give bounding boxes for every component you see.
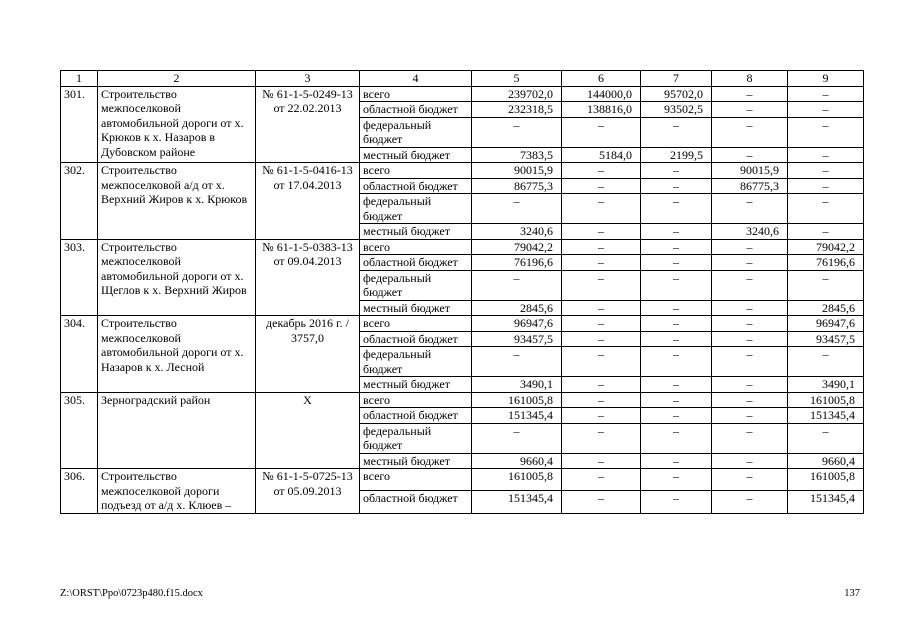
footer-file-path: Z:\ORST\Ppo\0723p480.f15.docx — [60, 588, 203, 599]
amount-cell: – — [562, 331, 641, 347]
amount-cell: – — [712, 194, 788, 224]
amount-cell: 79042,2 — [472, 239, 562, 255]
amount-cell: – — [641, 194, 712, 224]
amount-cell: 96947,6 — [788, 316, 864, 332]
amount-cell: 151345,4 — [788, 491, 864, 513]
table-body — [61, 71, 864, 514]
amount-cell: – — [712, 469, 788, 491]
amount-cell: – — [712, 408, 788, 424]
amount-cell: – — [562, 255, 641, 271]
funding-source: федеральный бюджет — [360, 270, 472, 300]
amount-cell: – — [562, 347, 641, 377]
object-name: Зерноградский район — [98, 392, 256, 469]
amount-cell: 7383,5 — [472, 147, 562, 163]
document-ref: № 61-1-5-0249-13 от 22.02.2013 — [256, 86, 360, 163]
amount-cell: – — [562, 224, 641, 240]
table-row — [61, 469, 864, 491]
funding-source: федеральный бюджет — [360, 194, 472, 224]
object-name: Строительство межпоселковой а/д от х. Верхний Жиров к х. Крюков — [98, 163, 256, 240]
amount-cell: – — [788, 102, 864, 118]
funding-source: областной бюджет — [360, 408, 472, 424]
amount-cell: – — [641, 117, 712, 147]
amount-cell: 76196,6 — [788, 255, 864, 271]
amount-cell: – — [562, 316, 641, 332]
amount-cell: – — [641, 423, 712, 453]
funding-source: областной бюджет — [360, 491, 472, 513]
row-number: 304. — [61, 316, 98, 393]
amount-cell: – — [641, 270, 712, 300]
funding-source: местный бюджет — [360, 224, 472, 240]
funding-source: областной бюджет — [360, 178, 472, 194]
amount-cell: – — [472, 194, 562, 224]
document-ref: № 61-1-5-0416-13 от 17.04.2013 — [256, 163, 360, 240]
amount-cell: 93457,5 — [788, 331, 864, 347]
amount-cell: – — [641, 491, 712, 513]
amount-cell: – — [641, 408, 712, 424]
table-row — [61, 163, 864, 179]
object-name: Строительство межпоселковой автомобильной дороги от х. Щеглов к х. Верхний Жиров — [98, 239, 256, 316]
amount-cell: – — [712, 347, 788, 377]
row-number: 302. — [61, 163, 98, 240]
document-ref: декабрь 2016 г. / 3757,0 — [256, 316, 360, 393]
amount-cell: – — [472, 270, 562, 300]
amount-cell: 76196,6 — [472, 255, 562, 271]
amount-cell: – — [788, 163, 864, 179]
funding-source: всего — [360, 469, 472, 491]
amount-cell: – — [712, 270, 788, 300]
amount-cell: – — [641, 178, 712, 194]
amount-cell: – — [641, 255, 712, 271]
amount-cell: 2845,6 — [788, 300, 864, 316]
amount-cell: – — [562, 392, 641, 408]
funding-source: областной бюджет — [360, 102, 472, 118]
amount-cell: – — [712, 331, 788, 347]
header-row — [61, 71, 864, 87]
header-cell: 1 — [61, 71, 98, 87]
amount-cell: 9660,4 — [472, 453, 562, 469]
amount-cell: – — [712, 377, 788, 393]
amount-cell: – — [712, 147, 788, 163]
funding-source: всего — [360, 316, 472, 332]
amount-cell: 138816,0 — [562, 102, 641, 118]
amount-cell: 232318,5 — [472, 102, 562, 118]
funding-source: федеральный бюджет — [360, 423, 472, 453]
object-name: Строительство межпоселковой дороги подъезд от а/д х. Клюев – — [98, 469, 256, 514]
amount-cell: – — [472, 347, 562, 377]
amount-cell: – — [562, 408, 641, 424]
amount-cell: – — [788, 347, 864, 377]
amount-cell: – — [641, 453, 712, 469]
amount-cell: 239702,0 — [472, 86, 562, 102]
amount-cell: 151345,4 — [788, 408, 864, 424]
table-row — [61, 392, 864, 408]
document-ref: Х — [256, 392, 360, 469]
amount-cell: 5184,0 — [562, 147, 641, 163]
amount-cell: 161005,8 — [472, 392, 562, 408]
row-number: 301. — [61, 86, 98, 163]
amount-cell: – — [641, 300, 712, 316]
document-ref: № 61-1-5-0383-13 от 09.04.2013 — [256, 239, 360, 316]
amount-cell: 93457,5 — [472, 331, 562, 347]
funding-source: местный бюджет — [360, 147, 472, 163]
amount-cell: – — [788, 147, 864, 163]
amount-cell: – — [641, 316, 712, 332]
amount-cell: – — [562, 239, 641, 255]
amount-cell: – — [641, 469, 712, 491]
amount-cell: 9660,4 — [788, 453, 864, 469]
amount-cell: – — [562, 270, 641, 300]
amount-cell: 3240,6 — [472, 224, 562, 240]
funding-source: всего — [360, 239, 472, 255]
header-cell: 7 — [641, 71, 712, 87]
header-cell: 3 — [256, 71, 360, 87]
amount-cell: – — [712, 491, 788, 513]
row-number: 303. — [61, 239, 98, 316]
funding-source: всего — [360, 163, 472, 179]
amount-cell: – — [788, 194, 864, 224]
document-ref: № 61-1-5-0725-13 от 05.09.2013 — [256, 469, 360, 514]
amount-cell: – — [641, 347, 712, 377]
object-name: Строительство межпоселковой автомобильной дороги от х. Назаров к х. Лесной — [98, 316, 256, 393]
amount-cell: 93502,5 — [641, 102, 712, 118]
header-cell: 6 — [562, 71, 641, 87]
funding-source: местный бюджет — [360, 377, 472, 393]
amount-cell: – — [641, 224, 712, 240]
amount-cell: – — [712, 423, 788, 453]
amount-cell: – — [712, 255, 788, 271]
object-name: Строительство межпоселковой автомобильной дороги от х. Крюков к х. Назаров в Дубовском районе — [98, 86, 256, 163]
amount-cell: 95702,0 — [641, 86, 712, 102]
amount-cell: – — [641, 331, 712, 347]
amount-cell: – — [562, 178, 641, 194]
row-number: 306. — [61, 469, 98, 514]
amount-cell: – — [788, 178, 864, 194]
amount-cell: 161005,8 — [788, 392, 864, 408]
amount-cell: 144000,0 — [562, 86, 641, 102]
budget-table — [60, 70, 864, 514]
amount-cell: – — [712, 239, 788, 255]
funding-source: всего — [360, 392, 472, 408]
amount-cell: – — [712, 453, 788, 469]
table-row — [61, 316, 864, 332]
amount-cell: 90015,9 — [472, 163, 562, 179]
amount-cell: – — [641, 377, 712, 393]
amount-cell: – — [788, 270, 864, 300]
amount-cell: 161005,8 — [788, 469, 864, 491]
funding-source: федеральный бюджет — [360, 347, 472, 377]
header-cell: 2 — [98, 71, 256, 87]
amount-cell: 3240,6 — [712, 224, 788, 240]
amount-cell: – — [472, 117, 562, 147]
table-row — [61, 239, 864, 255]
amount-cell: – — [641, 239, 712, 255]
amount-cell: 86775,3 — [712, 178, 788, 194]
amount-cell: 161005,8 — [472, 469, 562, 491]
amount-cell: – — [712, 102, 788, 118]
amount-cell: – — [712, 300, 788, 316]
amount-cell: – — [562, 117, 641, 147]
table-row — [61, 86, 864, 102]
amount-cell: – — [562, 163, 641, 179]
amount-cell: 3490,1 — [788, 377, 864, 393]
header-cell: 8 — [712, 71, 788, 87]
amount-cell: – — [712, 392, 788, 408]
amount-cell: 3490,1 — [472, 377, 562, 393]
amount-cell: 90015,9 — [712, 163, 788, 179]
amount-cell: – — [562, 423, 641, 453]
amount-cell: – — [562, 377, 641, 393]
amount-cell: – — [788, 86, 864, 102]
funding-source: местный бюджет — [360, 300, 472, 316]
funding-source: федеральный бюджет — [360, 117, 472, 147]
amount-cell: – — [562, 469, 641, 491]
amount-cell: 2845,6 — [472, 300, 562, 316]
amount-cell: – — [788, 423, 864, 453]
funding-source: местный бюджет — [360, 453, 472, 469]
amount-cell: – — [712, 117, 788, 147]
header-cell: 9 — [788, 71, 864, 87]
header-cell: 4 — [360, 71, 472, 87]
amount-cell: – — [641, 163, 712, 179]
funding-source: областной бюджет — [360, 255, 472, 271]
amount-cell: 151345,4 — [472, 408, 562, 424]
amount-cell: – — [641, 392, 712, 408]
amount-cell: – — [788, 224, 864, 240]
amount-cell: 151345,4 — [472, 491, 562, 513]
row-number: 305. — [61, 392, 98, 469]
amount-cell: – — [712, 86, 788, 102]
amount-cell: – — [562, 194, 641, 224]
header-cell: 5 — [472, 71, 562, 87]
amount-cell: 79042,2 — [788, 239, 864, 255]
funding-source: всего — [360, 86, 472, 102]
amount-cell: – — [562, 453, 641, 469]
amount-cell: 96947,6 — [472, 316, 562, 332]
funding-source: областной бюджет — [360, 331, 472, 347]
amount-cell: – — [472, 423, 562, 453]
footer-page-number: 137 — [844, 588, 860, 599]
amount-cell: 2199,5 — [641, 147, 712, 163]
amount-cell: – — [562, 300, 641, 316]
amount-cell: – — [712, 316, 788, 332]
amount-cell: – — [788, 117, 864, 147]
amount-cell: – — [562, 491, 641, 513]
amount-cell: 86775,3 — [472, 178, 562, 194]
